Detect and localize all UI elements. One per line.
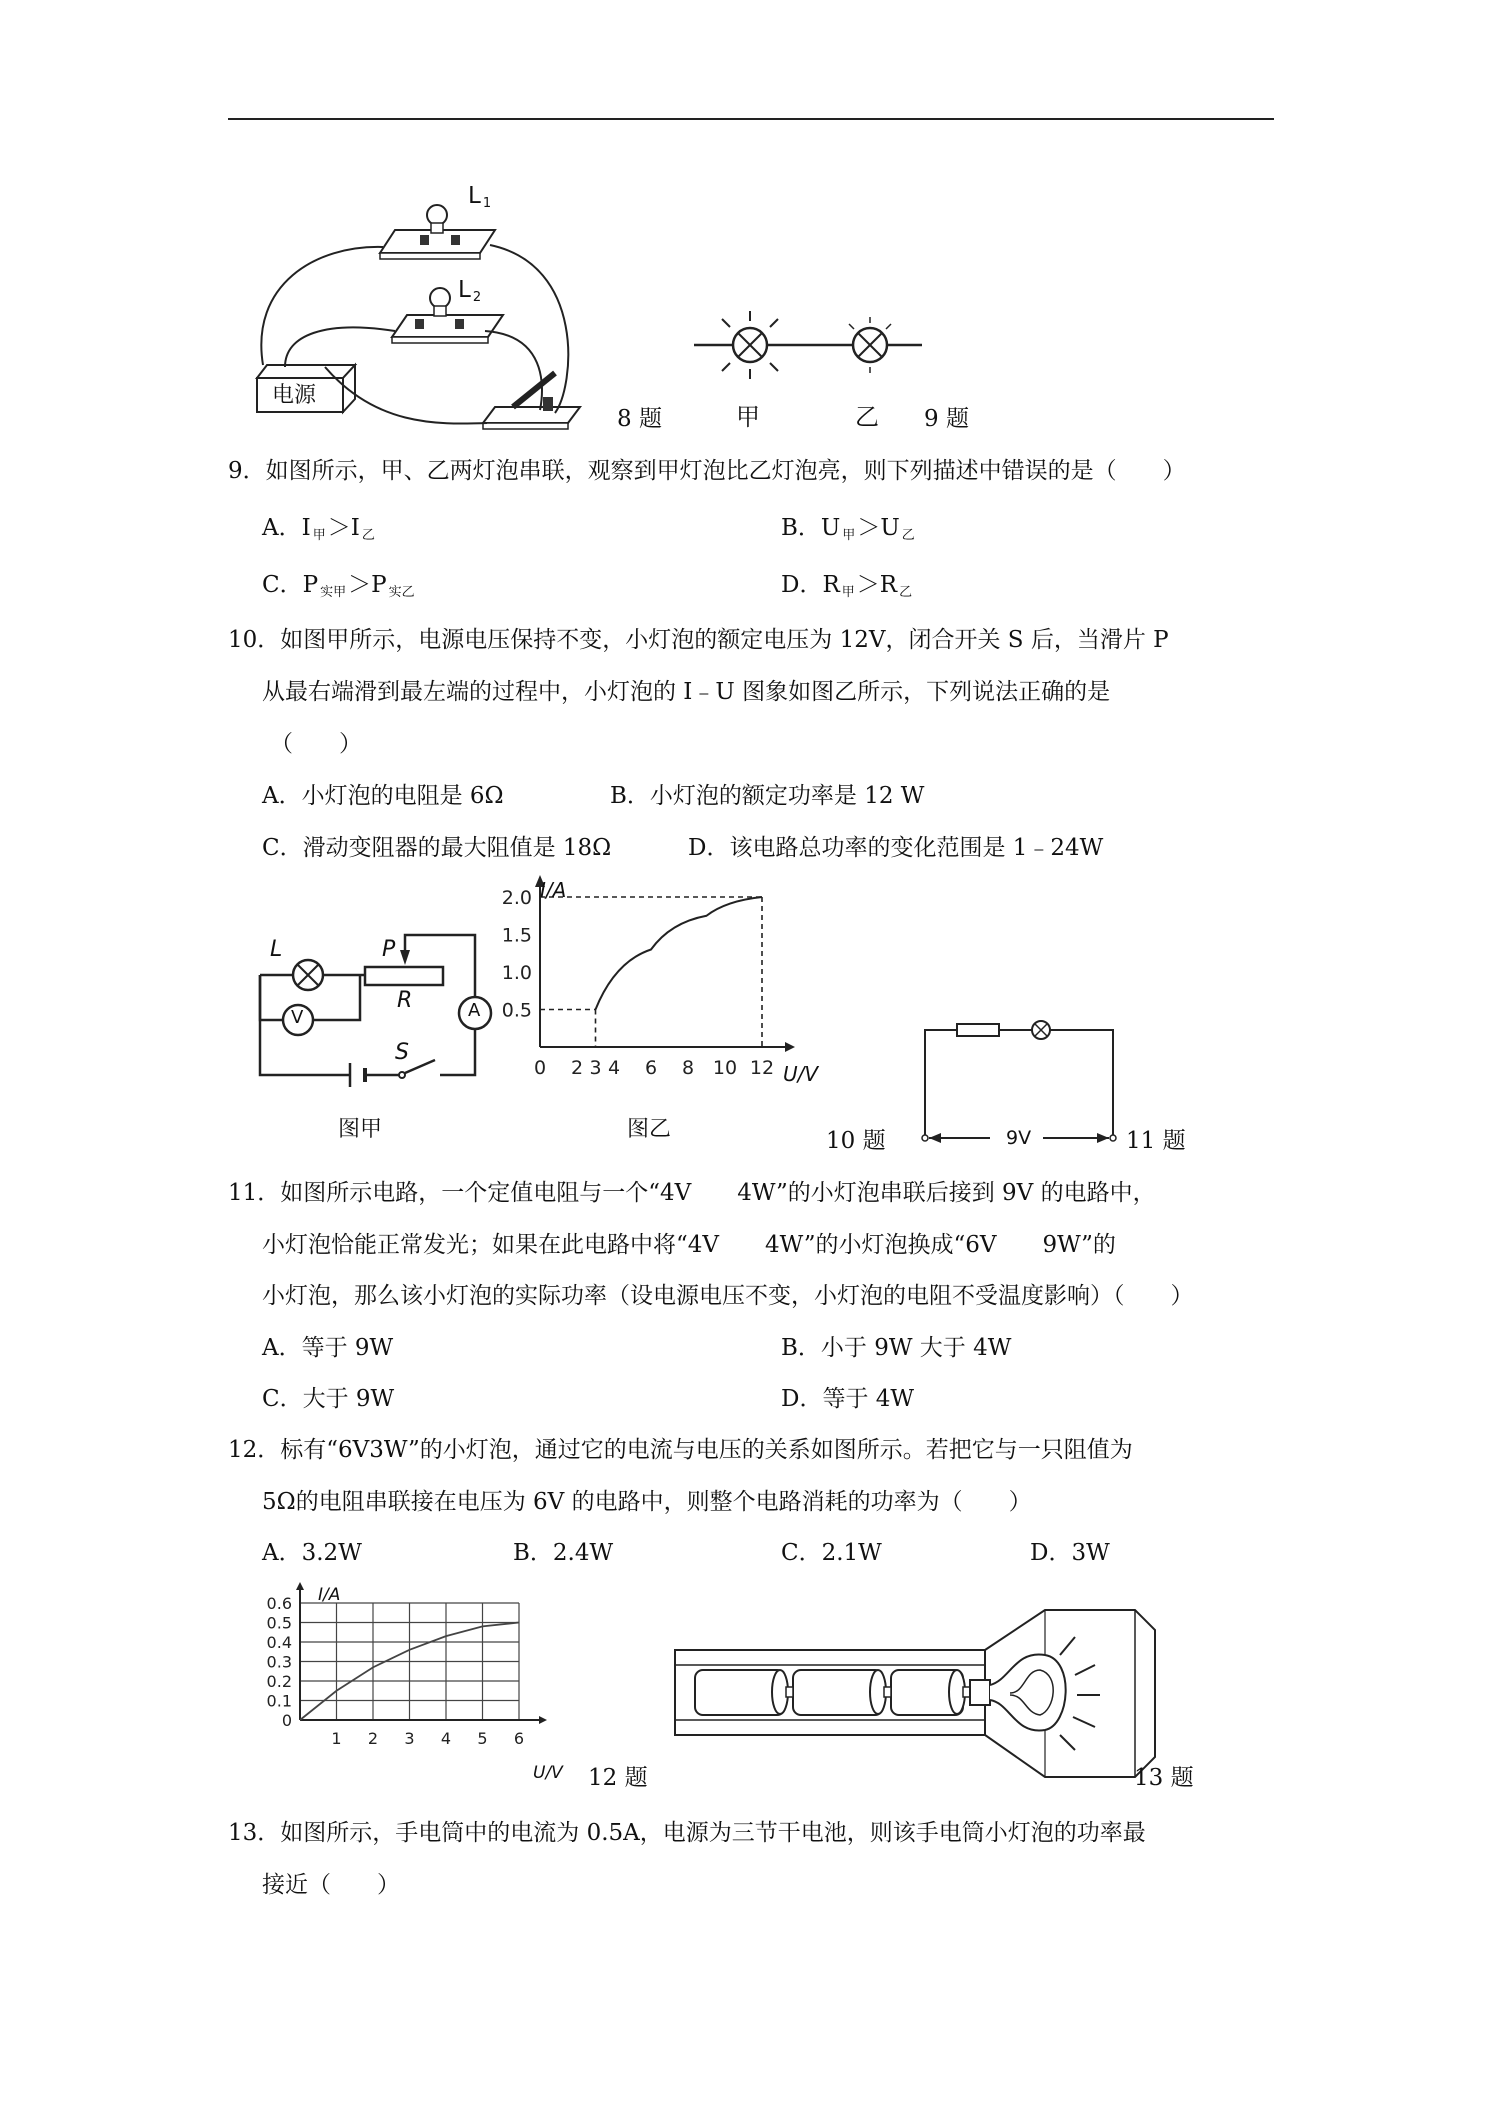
q12-line-2: 5Ω的电阻串联接在电压为 6V 的电路中，则整个电路消耗的功率为（ ） <box>262 1489 1032 1515</box>
q9-option-a: A．I $_甲$＞I $_乙$ <box>262 515 375 543</box>
fig11-voltage-label: 9V <box>1006 1127 1032 1149</box>
fig8-L1-label: L $_1$ <box>468 183 492 211</box>
q10-line-2: 从最右端滑到最左端的过程中，小灯泡的 I﹣U 图象如图乙所示，下列说法正确的是 <box>262 679 1111 705</box>
fig10-xtick-label: 4 <box>607 1057 621 1079</box>
q13-line-1: 13．如图所示，手电筒中的电流为 0.5A，电源为三节干电池，则该手电筒小灯泡的功率最 <box>228 1820 1146 1846</box>
q10-line-1: 10．如图甲所示，电源电压保持不变，小灯泡的额定电压为 12V，闭合开关 S 后，当滑片 P <box>228 627 1169 653</box>
fig10-ytick-label: 1.0 <box>501 962 532 984</box>
q11-option-c: C．大于 9W <box>262 1386 395 1412</box>
q11-option-a: A．等于 9W <box>262 1335 394 1361</box>
fig12-xtick-label: 2 <box>367 1729 379 1748</box>
fig12-y-arrow <box>296 1582 304 1590</box>
q12-option-d: D．3W <box>1030 1540 1110 1566</box>
fig12-xtick-label: 6 <box>513 1729 525 1748</box>
fig12-xtick-label: 1 <box>331 1729 342 1748</box>
fig10-S-label: S <box>395 1040 409 1065</box>
fig12-xtick-label: 4 <box>440 1729 452 1748</box>
figure-9-drawing <box>690 295 930 375</box>
q10-option-b: B．小灯泡的额定功率是 12 W <box>610 783 925 809</box>
figure-13-drawing <box>665 1595 1155 1780</box>
q12-option-a: A．3.2W <box>262 1540 362 1566</box>
q10-option-a: A．小灯泡的电阻是 6Ω <box>262 783 504 809</box>
fig9-lamp-b-label: 乙 <box>855 403 879 431</box>
fig10-ylabel: I/A <box>540 878 567 902</box>
fig10-xtick-label: 12 <box>749 1057 775 1079</box>
q9-option-c: C．P $_{实甲}$＞P $_{实乙}$ <box>262 572 415 600</box>
figure-10-graph-drawing <box>500 875 800 1105</box>
fig12-ytick-label: 0.5 <box>266 1613 292 1633</box>
q11-option-d: D．等于 4W <box>781 1386 915 1412</box>
q10-option-c: C．滑动变阻器的最大阻值是 18Ω <box>262 835 612 861</box>
fig12-ytick-label: 0.1 <box>266 1691 292 1711</box>
fig12-xtick-label: 5 <box>477 1729 488 1748</box>
fig12-ytick-label: 0.6 <box>266 1594 292 1613</box>
fig10-xtick-label: 2 <box>570 1057 584 1079</box>
q11-line-3: 小灯泡，那么该小灯泡的实际功率（设电源电压不变，小灯泡的电阻不受温度影响）（ ） <box>262 1283 1194 1309</box>
fig10-ytick-label: 1.5 <box>501 924 532 947</box>
fig10-xtick-label: 8 <box>681 1057 695 1079</box>
fig10-xtick-label: 3 <box>589 1057 602 1079</box>
q11-line-2: 小灯泡恰能正常发光；如果在此电路中将“4V 4W”的小灯泡换成“6V 9W”的 <box>262 1232 1116 1258</box>
fig10-ytick-label: 2.0 <box>501 887 532 909</box>
q11-option-b: B．小于 9W 大于 4W <box>781 1335 1012 1361</box>
fig10-xlabel: U/V <box>783 1062 819 1086</box>
q9-option-d: D．R $_甲$＞R $_乙$ <box>781 572 913 600</box>
q9-option-b: B．U $_甲$＞U $_乙$ <box>781 515 915 543</box>
fig10-graph-caption: 图乙 <box>627 1117 672 1142</box>
q12-option-b: B．2.4W <box>513 1540 614 1566</box>
fig11-caption: 11 题 <box>1126 1128 1186 1154</box>
q9-stem: 9．如图所示，甲、乙两灯泡串联，观察到甲灯泡比乙灯泡亮，则下列描述中错误的是（ ） <box>228 458 1186 484</box>
fig12-ytick-label: 0 <box>281 1711 292 1730</box>
fig10-V-label: V <box>291 1007 304 1028</box>
q11-line-1: 11．如图所示电路，一个定值电阻与一个“4V 4W”的小灯泡串联后接到 9V 的电路中， <box>228 1180 1156 1206</box>
fig10-circuit-caption: 图甲 <box>338 1117 383 1142</box>
fig9-caption: 9 题 <box>924 406 969 432</box>
fig10-R-label: R <box>397 988 413 1013</box>
fig10-ytick-label: 0.5 <box>501 999 532 1022</box>
fig8-power-label: 电源 <box>272 383 317 408</box>
fig10-L-label: L <box>270 937 283 962</box>
fig10-iu-curve <box>596 897 763 1010</box>
fig12-caption: 12 题 <box>588 1765 648 1791</box>
fig12-ylabel: I/A <box>318 1585 341 1605</box>
fig8-L2-label: L $_2$ <box>458 277 482 305</box>
q12-line-1: 12．标有“6V3W”的小灯泡，通过它的电流与电压的关系如图所示。若把它与一只阻值为 <box>228 1437 1133 1463</box>
fig12-ytick-label: 0.2 <box>266 1672 292 1691</box>
q10-option-d: D．该电路总功率的变化范围是 1﹣24W <box>688 835 1104 861</box>
fig12-ytick-label: 0.3 <box>266 1652 292 1672</box>
figure-12-graph-drawing <box>255 1585 575 1785</box>
fig12-xtick-label: 3 <box>404 1729 415 1748</box>
fig10-P-label: P <box>382 937 396 962</box>
fig10-caption: 10 题 <box>826 1128 886 1154</box>
fig13-caption: 13 题 <box>1134 1765 1194 1791</box>
fig9-lamp-a-label: 甲 <box>736 403 760 431</box>
fig10-xtick-label: 6 <box>644 1057 658 1079</box>
q10-line-3: （ ） <box>270 731 362 757</box>
fig12-ytick-label: 0.4 <box>266 1633 292 1652</box>
fig10-xtick-label: 10 <box>712 1057 738 1079</box>
fig12-xlabel: U/V <box>533 1763 563 1783</box>
q12-option-c: C．2.1W <box>781 1540 882 1566</box>
fig8-caption: 8 题 <box>617 406 662 432</box>
fig10-xtick-label: 0 <box>533 1057 547 1079</box>
fig10-A-label: A <box>468 1000 481 1021</box>
q13-line-2: 接近（ ） <box>262 1872 400 1898</box>
header-rule <box>228 118 1274 120</box>
figure-10-circuit-drawing <box>250 925 490 1095</box>
fig12-x-arrow <box>539 1716 547 1724</box>
